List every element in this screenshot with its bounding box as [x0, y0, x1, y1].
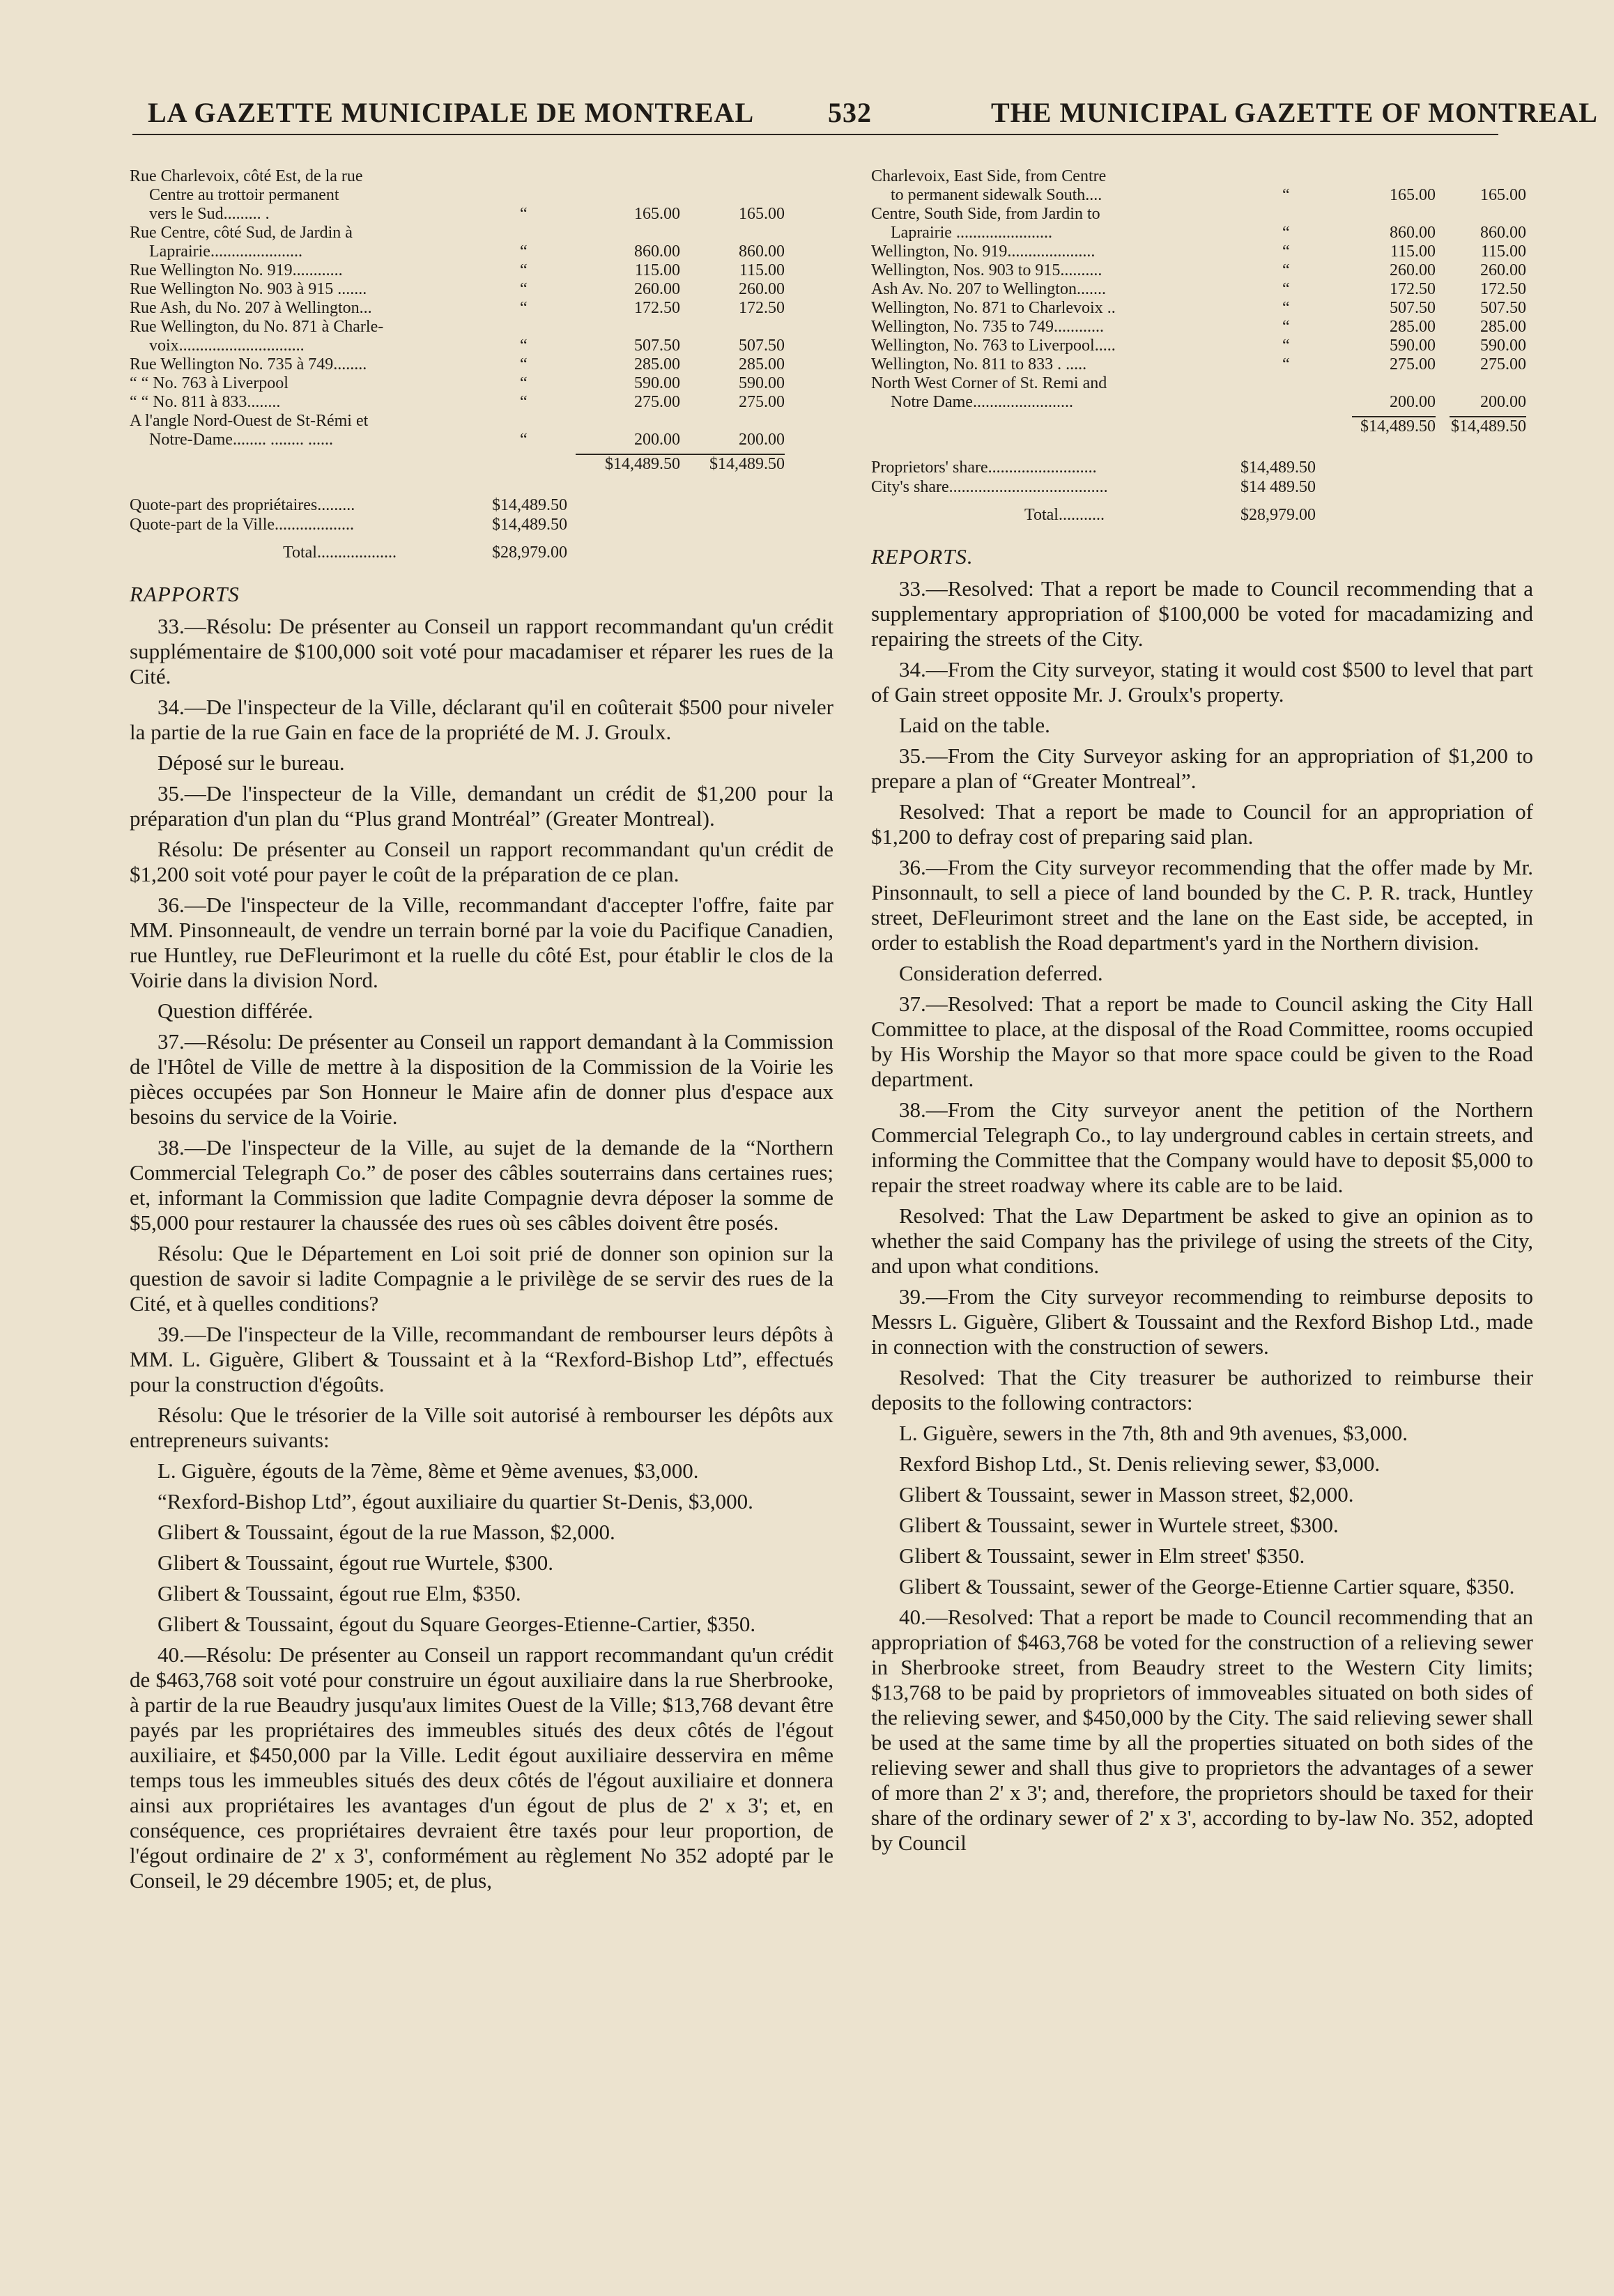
- summary-value: $14,489.50: [1240, 459, 1316, 477]
- paragraph: Question différée.: [157, 999, 314, 1023]
- amount-city: 260.00: [739, 280, 785, 298]
- table-row: [130, 393, 833, 412]
- table-row: [871, 337, 1533, 355]
- ditto-mark: “: [1282, 280, 1290, 298]
- amount-proprietors: 172.50: [1390, 280, 1436, 298]
- spacer: [871, 448, 1533, 458]
- street-description: to permanent sidewalk South....: [891, 186, 1102, 204]
- amount-city: 590.00: [1480, 337, 1526, 355]
- spacer: [130, 476, 833, 486]
- street-description: Wellington, No. 919.....................: [871, 242, 1096, 261]
- summary-row: [871, 505, 1533, 525]
- paragraph: 36.—De l'inspecteur de la Ville, recommandant d'accepter l'offre, faite par MM. Pinsonneault, de vendre un terrain borné par la voie du Pacifique Canadien, rue Huntley, rue DeFleurimont et la ruelle du côté Est, pour établir le clos de la Voirie dans la division Nord.: [130, 893, 833, 992]
- amount-proprietors: 860.00: [1390, 224, 1436, 242]
- paragraph: 40.—Résolu: De présenter au Conseil un rapport recommandant qu'un crédit de $463,768 soit voté pour construire un égout auxiliaire dans la rue Sherbrooke, à partir de la rue Beaudry jusqu'aux limites Ouest de la Ville; $13,768 devant être payés par les propriétaires des immeubles situés des deux côtés de l'égout auxiliaire, et $450,000 par la Ville. Ledit égout auxiliaire desservira en même temps tous les immeubles situés des deux côtés de l'égout auxiliaire et donnera ainsi aux propriétaires les avantages d'un égout de plus de 2' x 3'; et, en conséquence, ces propriétaires devraient être taxés pour leur proportion, de l'égout ordinaire de 2' x 3', conformément au règlement No 352 adopté par le Conseil, le 29 décembre 1905; et, de plus,: [130, 1642, 833, 1893]
- street-description: Wellington, No. 735 to 749............: [871, 318, 1105, 336]
- street-description: North West Corner of St. Remi and: [871, 374, 1107, 392]
- amount-city: 275.00: [1480, 355, 1526, 373]
- table-total-row: [130, 454, 833, 476]
- amount-proprietors: 260.00: [1390, 261, 1436, 279]
- table-row: [130, 224, 833, 261]
- street-description: Laprairie......................: [149, 242, 302, 261]
- amount-proprietors: 507.50: [1390, 299, 1436, 317]
- summary-value: $14,489.50: [492, 516, 567, 534]
- paragraph: L. Giguère, égouts de la 7ème, 8ème et 9ème avenues, $3,000.: [157, 1458, 699, 1483]
- street-description: Ash Av. No. 207 to Wellington.......: [871, 280, 1106, 298]
- left-column-french: [130, 167, 833, 1899]
- summary-label: Quote-part de la Ville...................: [130, 516, 355, 534]
- street-description: Rue Ash, du No. 207 à Wellington...: [130, 299, 372, 317]
- amount-proprietors: 165.00: [634, 205, 680, 223]
- summary-row: [130, 515, 833, 534]
- street-description: Wellington, No. 811 to 833 . .....: [871, 355, 1087, 373]
- amount-city: 275.00: [739, 393, 785, 411]
- street-description: Rue Wellington No. 735 à 749........: [130, 355, 367, 373]
- paragraph: Glibert & Toussaint, égout rue Wurtele, $300.: [157, 1550, 553, 1575]
- table-row: [130, 299, 833, 318]
- paragraph: Laid on the table.: [899, 713, 1050, 737]
- paragraph: “Rexford-Bishop Ltd”, égout auxiliaire du quartier St-Denis, $3,000.: [157, 1489, 753, 1513]
- table-row: [130, 318, 833, 355]
- ditto-mark: “: [520, 431, 528, 449]
- amount-proprietors: 285.00: [634, 355, 680, 373]
- amount-proprietors: 590.00: [634, 374, 680, 392]
- amount-proprietors: 200.00: [634, 431, 680, 449]
- paragraph: 35.—De l'inspecteur de la Ville, demandant un crédit de $1,200 pour la préparation d'un plan du “Plus grand Montréal” (Greater Montreal).: [130, 781, 833, 831]
- street-description: Centre au trottoir permanent: [149, 186, 339, 204]
- paragraph: Glibert & Toussaint, sewer in Wurtele street, $300.: [899, 1513, 1339, 1537]
- amount-city: 115.00: [739, 261, 785, 279]
- ditto-mark: “: [520, 261, 528, 279]
- street-description: Rue Centre, côté Sud, de Jardin à: [130, 224, 353, 242]
- summary-row: [871, 477, 1533, 497]
- amount-city: 172.50: [739, 299, 785, 317]
- amount-proprietors: 860.00: [634, 242, 680, 261]
- paragraph: Glibert & Toussaint, sewer of the George-Etienne Cartier square, $350.: [899, 1574, 1515, 1598]
- ditto-mark: “: [1282, 261, 1290, 279]
- street-description: Rue Wellington, du No. 871 à Charle-: [130, 318, 384, 336]
- ditto-mark: “: [520, 242, 528, 261]
- paragraph: 34.—From the City surveyor, stating it would cost $500 to level that part of Gain street opposite Mr. J. Groulx's property.: [871, 657, 1533, 707]
- ditto-mark: “: [1282, 299, 1290, 317]
- section-heading: RAPPORTS: [130, 582, 240, 606]
- paragraph: 39.—De l'inspecteur de la Ville, recommandant de rembourser leurs dépôts à MM. L. Giguère, Glibert & Toussaint et à la “Rexford-Bishop Ltd”, effectués pour la construction d'égoûts.: [130, 1322, 833, 1396]
- paragraph: 36.—From the City surveyor recommending that the offer made by Mr. Pinsonnault, to sell a piece of land bounded by the C. P. R. track, Huntley street, DeFleurimont street and the lane on the East side, be accepted, in order to establish the Road department's yard in the Northern division.: [871, 855, 1533, 955]
- street-description: Laprairie .......................: [891, 224, 1052, 242]
- amount-proprietors: 260.00: [634, 280, 680, 298]
- paragraph: Résolu: De présenter au Conseil un rapport recommandant qu'un crédit de $1,200 soit voté pour payer le coût de la préparation de ce plan.: [130, 837, 833, 886]
- summary-label: Proprietors' share..........................: [871, 459, 1097, 477]
- street-description: Notre Dame........................: [891, 393, 1073, 411]
- table-row: [130, 374, 833, 393]
- paragraph: Déposé sur le bureau.: [157, 750, 345, 775]
- total-proprietors: $14,489.50: [1352, 416, 1436, 436]
- paragraph: Resolved: That a report be made to Council for an appropriation of $1,200 to defray cost of preparing said plan.: [871, 799, 1533, 849]
- paragraph: Glibert & Toussaint, sewer in Masson street, $2,000.: [899, 1482, 1354, 1507]
- amount-proprietors: 285.00: [1390, 318, 1436, 336]
- paragraph: Glibert & Toussaint, égout du Square Georges-Etienne-Cartier, $350.: [157, 1612, 756, 1636]
- paragraph: Resolved: That the Law Department be asked to give an opinion as to whether the said Company has the privilege of using the streets of the City, and upon what conditions.: [871, 1203, 1533, 1278]
- table-total-row: [871, 416, 1533, 438]
- header-rule: [132, 134, 1498, 135]
- amount-proprietors: 115.00: [1390, 242, 1436, 261]
- street-description: Wellington, No. 871 to Charlevoix ..: [871, 299, 1116, 317]
- street-description: Rue Wellington No. 919............: [130, 261, 343, 279]
- header-left-title: LA GAZETTE MUNICIPALE DE MONTREAL: [148, 97, 755, 128]
- total-city: $14,489.50: [1451, 417, 1526, 436]
- amount-proprietors: 200.00: [1390, 393, 1436, 411]
- ditto-mark: “: [520, 205, 528, 223]
- table-row: [871, 280, 1533, 299]
- total-city: $14,489.50: [673, 454, 785, 474]
- paragraph: Consideration deferred.: [899, 961, 1103, 985]
- ditto-mark: “: [520, 280, 528, 298]
- amount-proprietors: 507.50: [634, 337, 680, 355]
- header-right-title: THE MUNICIPAL GAZETTE OF MONTREAL: [991, 97, 1598, 128]
- amount-city: 285.00: [1480, 318, 1526, 336]
- table-row: [871, 205, 1533, 242]
- street-description: Wellington, No. 763 to Liverpool.....: [871, 337, 1116, 355]
- page-number: 532: [828, 97, 872, 128]
- amount-city: 285.00: [739, 355, 785, 373]
- amount-proprietors: 172.50: [634, 299, 680, 317]
- paragraph: 33.—Résolu: De présenter au Conseil un rapport recommandant qu'un crédit supplémentaire de $100,000 soit voté pour macadamiser et réparer les rues de la Cité.: [130, 614, 833, 688]
- amount-city: 172.50: [1480, 280, 1526, 298]
- street-description: Notre-Dame........ ........ ......: [149, 431, 333, 449]
- paragraph: Résolu: Que le Département en Loi soit prié de donner son opinion sur la question de savoir si ladite Compagnie a le privilège de se servir des rues de la Cité, et à quelles conditions?: [130, 1241, 833, 1316]
- street-description: A l'angle Nord-Ouest de St-Rémi et: [130, 412, 369, 430]
- total-proprietors: $14,489.50: [576, 454, 680, 474]
- right-column-english: [871, 167, 1533, 1861]
- summary-row: [871, 458, 1533, 477]
- summary-value: $14 489.50: [1240, 478, 1316, 496]
- table-row: [130, 355, 833, 374]
- paragraph: 39.—From the City surveyor recommending to reimburse deposits to Messrs L. Giguère, Glibert & Toussaint and the Rexford Bishop Ltd., made in connection with the construction of sewers.: [871, 1284, 1533, 1359]
- paragraph: 37.—Resolved: That a report be made to Council asking the City Hall Committee to place, at the disposal of the Road Committee, rooms occupied by His Worship the Mayor so that more space could be given to the Road department.: [871, 992, 1533, 1091]
- summary-row: [130, 495, 833, 515]
- table-row: [130, 261, 833, 280]
- ditto-mark: “: [1282, 337, 1290, 355]
- amount-proprietors: 165.00: [1390, 186, 1436, 204]
- street-description: Rue Charlevoix, côté Est, de la rue: [130, 167, 363, 185]
- paragraph: Résolu: Que le trésorier de la Ville soit autorisé à rembourser les dépôts aux entrepreneurs suivants:: [130, 1403, 833, 1452]
- table-row: [130, 280, 833, 299]
- amount-city: 507.50: [1480, 299, 1526, 317]
- paragraph: Glibert & Toussaint, sewer in Elm street' $350.: [899, 1543, 1305, 1568]
- amount-city: 860.00: [739, 242, 785, 261]
- ditto-mark: “: [520, 337, 528, 355]
- table-row: [130, 167, 833, 224]
- paragraph: 34.—De l'inspecteur de la Ville, déclarant qu'il en coûterait $500 pour niveler la partie de la rue Gain en face de la propriété de M. J. Groulx.: [130, 695, 833, 744]
- amount-city: 115.00: [1480, 242, 1526, 261]
- paragraph: Glibert & Toussaint, égout de la rue Masson, $2,000.: [157, 1520, 615, 1544]
- table-row: [871, 355, 1533, 374]
- ditto-mark: “: [1282, 224, 1290, 242]
- amount-city: 165.00: [739, 205, 785, 223]
- paragraph: 35.—From the City Surveyor asking for an appropriation of $1,200 to prepare a plan of “Greater Montreal”.: [871, 743, 1533, 793]
- summary-label: Total...........: [1024, 506, 1105, 524]
- street-description: Charlevoix, East Side, from Centre: [871, 167, 1107, 185]
- street-description: “ “ No. 811 à 833........: [130, 393, 281, 411]
- street-description: Wellington, Nos. 903 to 915..........: [871, 261, 1102, 279]
- paragraph: Resolved: That the City treasurer be authorized to reimburse their deposits to the following contractors:: [871, 1365, 1533, 1415]
- ditto-mark: “: [1282, 242, 1290, 261]
- paragraph: Glibert & Toussaint, égout rue Elm, $350.: [157, 1581, 521, 1605]
- ditto-mark: “: [520, 393, 528, 411]
- amount-proprietors: 275.00: [1390, 355, 1436, 373]
- summary-label: City's share......................................: [871, 478, 1108, 496]
- amount-city: 860.00: [1480, 224, 1526, 242]
- summary-value: $28,979.00: [1240, 506, 1316, 524]
- ditto-mark: “: [1282, 318, 1290, 336]
- amount-proprietors: 115.00: [634, 261, 680, 279]
- paragraph: 38.—De l'inspecteur de la Ville, au sujet de la demande de la “Northern Commercial Telegraph Co.” de poser des câbles souterrains dans certaines rues; et, informant la Commission que ladite Compagnie devra déposer la somme de $5,000 pour restaurer la chaussée des rues où ses câbles doivent être posés.: [130, 1135, 833, 1235]
- spacer: [130, 486, 833, 495]
- amount-city: 200.00: [739, 431, 785, 449]
- paragraph: 33.—Resolved: That a report be made to Council recommending that a supplementary appropriation of $100,000 be voted for macadamizing and repairing the streets of the City.: [871, 576, 1533, 651]
- amount-city: 200.00: [1480, 393, 1526, 411]
- ditto-mark: “: [520, 355, 528, 373]
- street-description: “ “ No. 763 à Liverpool: [130, 374, 289, 392]
- street-description: Rue Wellington No. 903 à 915 .......: [130, 280, 367, 298]
- street-description: voix..............................: [149, 337, 305, 355]
- amount-city: 507.50: [739, 337, 785, 355]
- amount-city: 165.00: [1480, 186, 1526, 204]
- paragraph: 38.—From the City surveyor anent the petition of the Northern Commercial Telegraph Co., to lay underground cables in certain streets, and informing the Committee that the Company would have to deposit $5,000 to repair the street roadway where its cable are to be laid.: [871, 1097, 1533, 1197]
- summary-value: $14,489.50: [492, 496, 567, 514]
- summary-row: [130, 543, 833, 562]
- table-row: [871, 261, 1533, 280]
- amount-city: 590.00: [739, 374, 785, 392]
- table-row: [871, 299, 1533, 318]
- paragraph: Rexford Bishop Ltd., St. Denis relieving sewer, $3,000.: [899, 1451, 1381, 1476]
- ditto-mark: “: [520, 299, 528, 317]
- table-row: [871, 374, 1533, 412]
- street-description: vers le Sud......... .: [149, 205, 270, 223]
- table-row: [871, 242, 1533, 261]
- amount-proprietors: 275.00: [634, 393, 680, 411]
- summary-value: $28,979.00: [492, 544, 567, 562]
- table-row: [130, 412, 833, 449]
- summary-label: Quote-part des propriétaires.........: [130, 496, 355, 514]
- section-heading: REPORTS.: [871, 544, 974, 569]
- ditto-mark: “: [1282, 355, 1290, 373]
- street-description: Centre, South Side, from Jardin to: [871, 205, 1100, 223]
- amount-city: 260.00: [1480, 261, 1526, 279]
- ditto-mark: “: [520, 374, 528, 392]
- amount-proprietors: 590.00: [1390, 337, 1436, 355]
- paragraph: 40.—Resolved: That a report be made to Council recommending that an appropriation of $463,768 be voted for the construction of a relieving sewer in Sherbrooke street, from Beaudry street to the Western City limits; $13,768 to be paid by proprietors of immoveables situated on both sides of the relieving sewer, and $450,000 by the City. The said relieving sewer shall be used at the same time by all the properties situated on both sides of the relieving sewer and shall thus give to proprietors the advantages of a sewer of more than 2' x 3'; and, therefore, the proprietors should be taxed for their share of the ordinary sewer of 2' x 3', according to by-law No. 352, adopted by Council: [871, 1605, 1533, 1855]
- paragraph: L. Giguère, sewers in the 7th, 8th and 9th avenues, $3,000.: [899, 1421, 1408, 1445]
- ditto-mark: “: [1282, 186, 1290, 204]
- table-row: [871, 167, 1533, 205]
- paragraph: 37.—Résolu: De présenter au Conseil un rapport demandant à la Commission de l'Hôtel de Ville de mettre à la disposition de la Commission de la Voirie les pièces occupées par Son Honneur le Maire afin de donner plus d'espace aux besoins du service de la Voirie.: [130, 1029, 833, 1129]
- spacer: [871, 438, 1533, 448]
- table-row: [871, 318, 1533, 337]
- summary-label: Total...................: [283, 544, 397, 562]
